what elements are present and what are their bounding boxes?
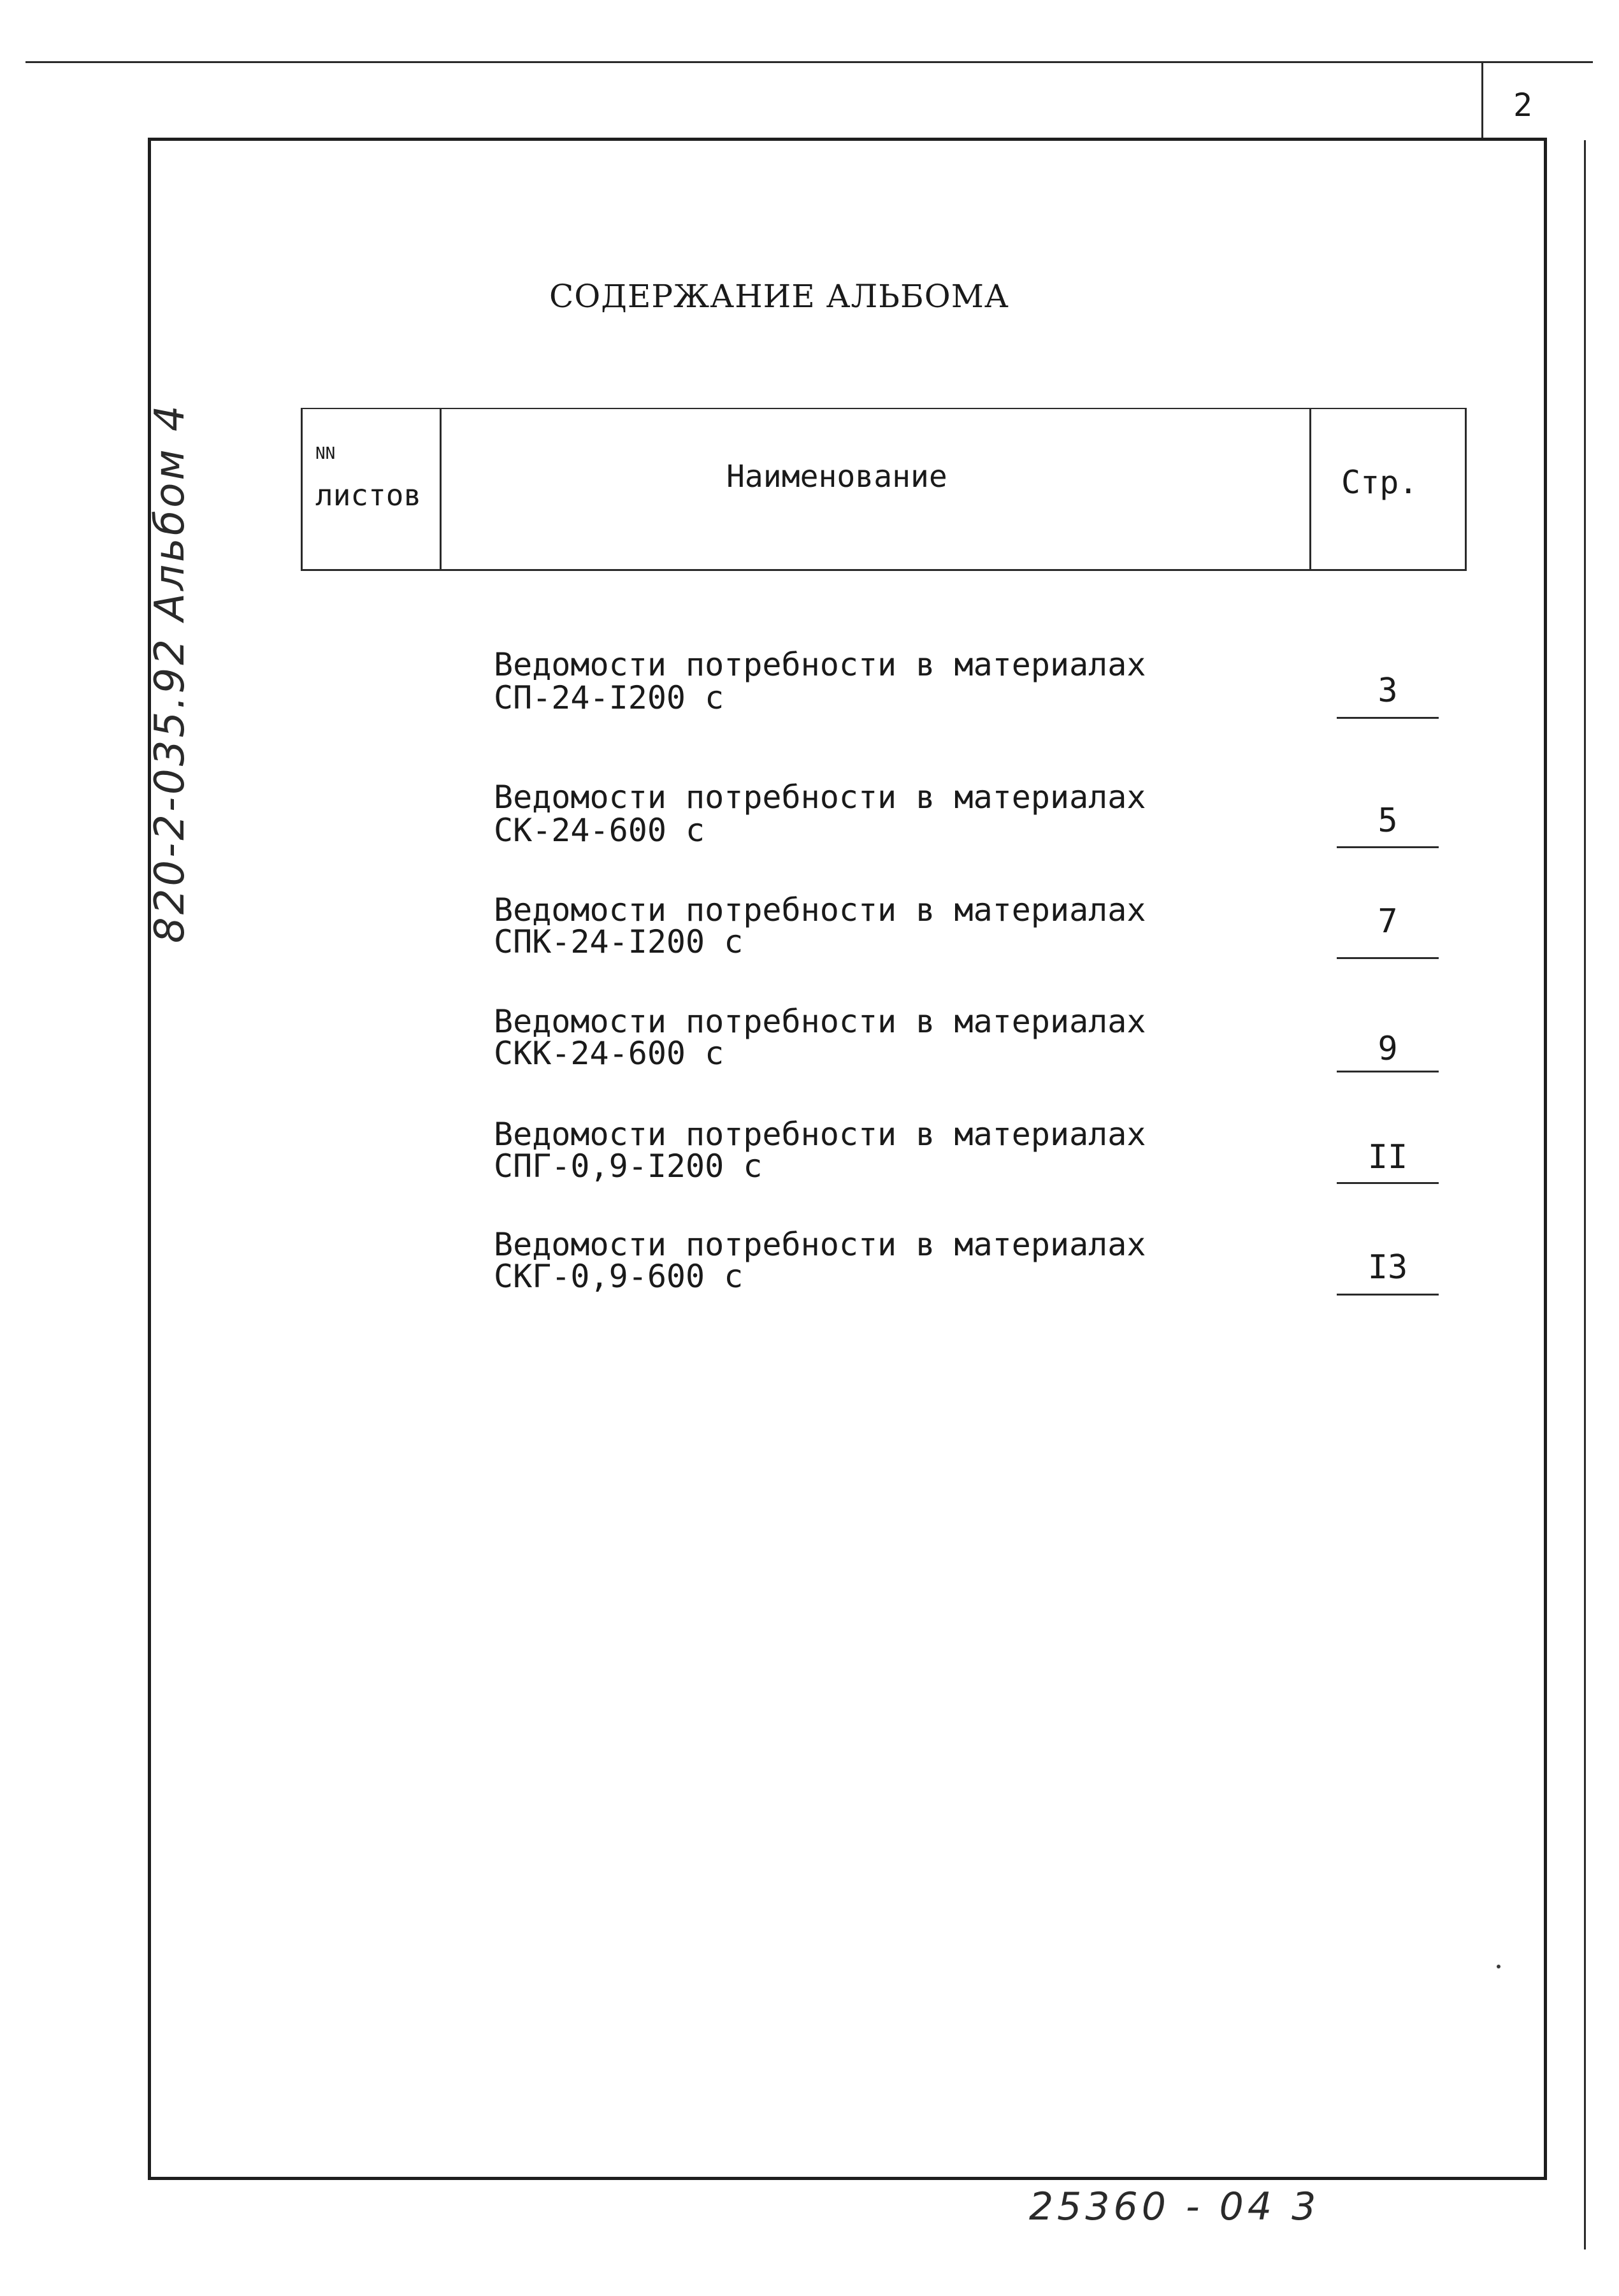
side-annotation: 820-2-035.92 Альбом 4 [147, 403, 194, 943]
sheet-number-box [1481, 61, 1593, 141]
contents-entry-code: СП-24-I200 с [494, 679, 724, 716]
contents-entry-title: Ведомости потребности в материалах [494, 1116, 1146, 1153]
contents-entry-title: Ведомости потребности в материалах [494, 646, 1146, 683]
contents-entry-title: Ведомости потребности в материалах [494, 779, 1146, 816]
header-page-label: Стр. [1341, 464, 1418, 501]
contents-entry-page: I3 [1367, 1248, 1408, 1287]
page-underline [1337, 717, 1439, 719]
contents-entry-page: 5 [1378, 802, 1398, 840]
column-divider [440, 409, 442, 569]
header-number-label: NN [315, 444, 336, 463]
contents-entry-code: СПК-24-I200 с [494, 923, 744, 960]
contents-entry-title: Ведомости потребности в материалах [494, 1226, 1146, 1263]
contents-entry-page: 9 [1378, 1030, 1398, 1068]
contents-entry-page: II [1367, 1138, 1408, 1176]
contents-entry-title: Ведомости потребности в материалах [494, 1003, 1146, 1040]
page-underline [1337, 1294, 1439, 1296]
column-divider [1309, 409, 1311, 569]
table-header [301, 408, 1467, 571]
document-title: СОДЕРЖАНИЕ АЛЬБОМА [549, 278, 1009, 315]
contents-entry-code: СК-24-600 с [494, 812, 705, 849]
contents-entry-page: 7 [1378, 902, 1398, 941]
contents-entry-page: 3 [1378, 672, 1398, 710]
page-underline [1337, 1071, 1439, 1072]
contents-entry-code: СКГ-0,9-600 с [494, 1258, 744, 1295]
footer-code: 25360 - 04 3 [1029, 2184, 1320, 2229]
page-underline [1337, 846, 1439, 848]
speck-mark [1497, 1965, 1500, 1968]
contents-entry-code: СКК-24-600 с [494, 1035, 724, 1072]
page-underline [1337, 957, 1439, 959]
contents-entry-code: СПГ-0,9-I200 с [494, 1148, 763, 1185]
right-edge-line [1584, 140, 1586, 2249]
top-rule [25, 61, 1593, 63]
sheet-number: 2 [1513, 87, 1533, 124]
header-name-label: Наименование [726, 459, 947, 495]
contents-entry-title: Ведомости потребности в материалах [494, 892, 1146, 928]
page-underline [1337, 1182, 1439, 1184]
header-sheets-label: листов [315, 478, 422, 512]
